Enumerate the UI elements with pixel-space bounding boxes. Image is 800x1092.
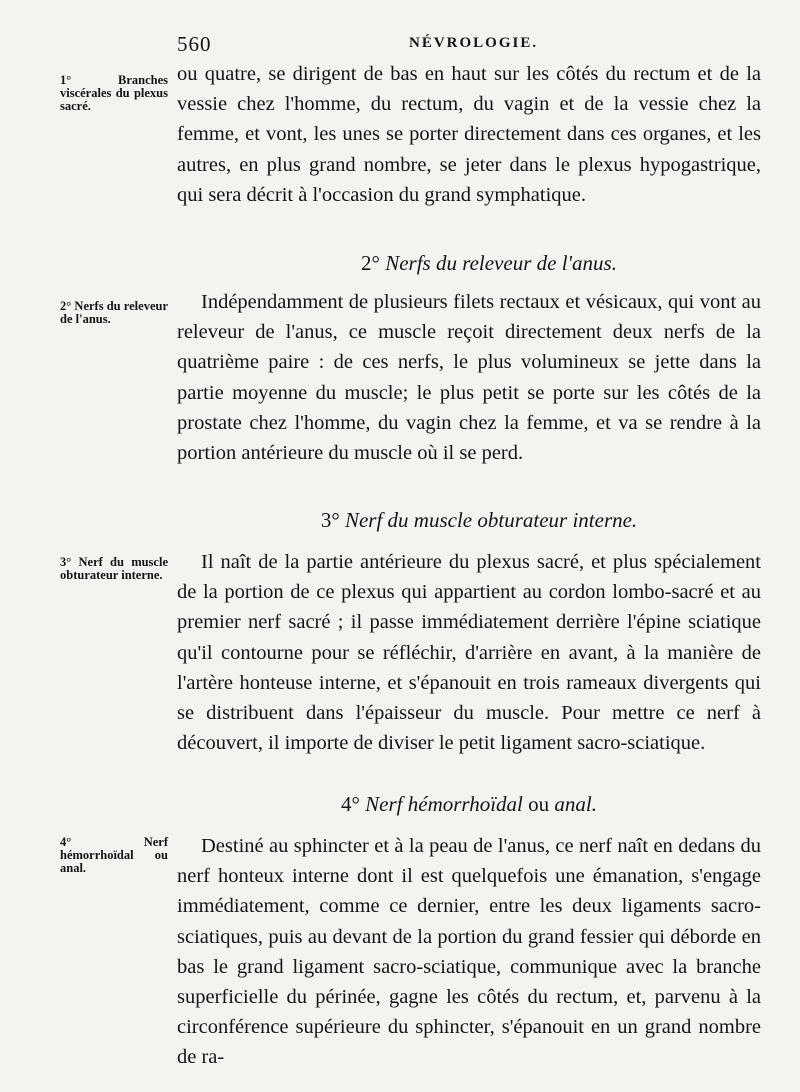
margin-note-obturateur: 3° Nerf du muscle obturateur interne. (60, 555, 168, 582)
heading-title: Nerf du muscle obturateur interne. (344, 508, 638, 532)
paragraph-obturateur: Il naît de la partie antérieure du plexus sacré, et plus spécialement de la portion de ce plexus qui appartient au cordon lombo-sacré et au premier nerf sacré ; il passe immédiatement derrière l'épine sciatique qu'il contourne pour se réfléchir, d'arrière en avant, à la manière de l'artère honteuse interne, et s'épanouit en trois rameaux divergents qui se distribuent dans l'épaisseur du muscle. Pour mettre ce nerf à découvert, il importe de diviser le petit ligament sacro-sciatique. (177, 551, 761, 755)
heading-number: 3° (320, 508, 340, 532)
page-number: 560 (177, 32, 212, 56)
margin-note-branches-viscerales: 1° Branches viscérales du plexus sacré. (60, 73, 168, 113)
paragraph-hemorrhoidal: Destiné au sphincter et à la peau de l'anus, ce nerf naît en dedans du nerf honteux interne dont il est quelquefois une émanation, s'engage immédiatement, comme ce dernier, entre les deux ligaments sacro-sciatiques, puis au devant de la portion du grand fessier qui déborde en bas le grand ligament sacro-sciatique, communique avec la branche superficielle du périnée, gagne les côtés du rectum, et, parvenu à la circonférence supérieure du sphincter, s'épanouit en un grand nombre de ra- (177, 835, 761, 1069)
heading-number: 2° (361, 251, 380, 275)
margin-note-hemorrhoidal: 4° Nerf hémorrhoïdal ou anal. (60, 835, 168, 875)
page-header (0, 32, 800, 58)
margin-note-releveur: 2° Nerfs du releveur de l'anus. (60, 299, 168, 326)
paragraph-branches-viscerales: ou quatre, se dirigent de bas en haut sur les côtés du rectum et de la vessie chez l'homme, du rectum, du vagin et de la vessie chez la femme, et vont, les unes se porter directement dans ces organes, et les autres, en plus grand nombre, se jeter dans le plexus hypogastrique, qui sera décrit à l'occasion du grand symphatique. (177, 63, 761, 206)
heading-title: Nerfs du releveur de l'anus. (385, 251, 617, 275)
section-heading-hemorrhoidal (177, 792, 761, 817)
paragraph-releveur: Indépendamment de plusieurs filets rectaux et vésicaux, qui vont au releveur de l'anus, ce muscle reçoit directement deux nerfs de la quatrième paire : de ces nerfs, le plus volumineux se jette dans la partie moyenne du muscle; le plus petit se porte sur les côtés de la prostate chez l'homme, du vagin chez la femme, et va se rendre à la portion antérieure du muscle où il se perd. (177, 291, 761, 465)
heading-connector: ou (528, 792, 550, 816)
section-heading-obturateur (177, 508, 761, 533)
section-heading-releveur (177, 251, 761, 276)
heading-title-continued: anal. (554, 792, 597, 816)
heading-title: Nerf hémorrhoïdal (365, 792, 523, 816)
running-title: NÉVROLOGIE. (409, 35, 539, 51)
heading-number: 4° (341, 792, 360, 816)
